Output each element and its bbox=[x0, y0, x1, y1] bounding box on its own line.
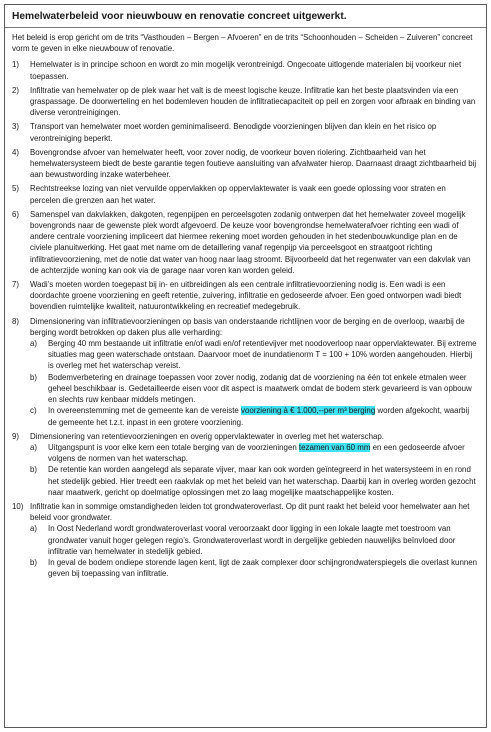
list-item bbox=[12, 501, 478, 579]
list-item bbox=[12, 316, 478, 428]
item-text: Berging 40 mm bestaande uit infiltratie en/of wadi en/of retentievijver met noodoverloop naar oppervlaktewater. Bij extreme situaties mag geen waterschade ontstaan. Daarvoor moet de inundatienorm T = 100 + 10% worden aangehouden. Hierbij is overleg met het waterschap vereist. bbox=[48, 339, 477, 371]
item-text: Wadi’s moeten worden toegepast bij in- en uitbreidingen als een centrale infiltratievoorziening nodig is. Een wadi is een doordachte groene voorziening en geeft retentie, zuivering, infiltratie en gedoseerde afvoer. Een goed ontworpen wadi biedt bovendien ruimtelijke kwaliteit, natuurontwikkeling en recreatief medegebruik. bbox=[30, 280, 462, 312]
item-body bbox=[30, 183, 478, 205]
title-divider bbox=[5, 27, 486, 28]
sub-item bbox=[30, 523, 478, 557]
item-text: Dimensionering van infiltratievoorzieningen op basis van onderstaande richtlijnen voor de berging en de overloop, waarbij de berging wordt betrokken op daken plus alle verharding: bbox=[30, 316, 465, 337]
list-item bbox=[12, 279, 478, 313]
sub-item-letter: a) bbox=[30, 339, 38, 349]
item-body bbox=[30, 431, 478, 498]
item-body bbox=[30, 209, 478, 276]
item-text: In geval de bodem ondiepe storende lagen kent, ligt de zaak complexer door schijngrondwaterspiegels die overlast kunnen geven bij toepassing van infiltratie. bbox=[48, 557, 477, 579]
list-item bbox=[12, 85, 478, 119]
item-number: 6) bbox=[12, 209, 20, 219]
sub-item-body bbox=[48, 372, 478, 406]
sub-item-body bbox=[48, 464, 478, 498]
sub-item-letter: c) bbox=[30, 406, 37, 416]
item-text: In overeenstemming met de gemeente kan de vereiste bbox=[48, 406, 241, 416]
item-text: In Oost Nederland wordt grondwateroverlast vooral veroorzaakt door ligging in een lokale laagte met toestroom van grondwater vanuit hoger gelegen regio’s. Grondwateroverlast wordt in dergelijke gebieden nauwelijks beïnvloed door infiltratie van hemelwater in stedelijk gebied. bbox=[48, 524, 456, 556]
item-number: 9) bbox=[12, 431, 20, 441]
item-text: Uitgangspunt is voor elke kern een totale berging van de voorzieningen bbox=[48, 442, 299, 452]
item-text: Infiltratie kan in sommige omstandigheden leiden tot grondwateroverlast. Op dit punt raakt het beleid voor hemelwater aan het beleid voor grondwater. bbox=[30, 501, 470, 523]
sub-item bbox=[30, 442, 478, 464]
sub-item-body bbox=[48, 523, 478, 557]
highlighted-text: tezamen van 60 mm bbox=[298, 442, 371, 452]
sub-item bbox=[30, 338, 478, 372]
highlighted-text: voorziening à € 1.000,--per m³ berging bbox=[241, 406, 376, 416]
item-text: Infiltratie van hemelwater op de plek waar het valt is de meest logische keuze. Infiltratie kan het beste plaatsvinden via een graspassage. De doorwerteling en het bodemleven houden de infiltratiecapaciteit op peil en zorgen voor afbraak en binding van diverse verontreinigingen. bbox=[30, 85, 476, 118]
sub-item-body bbox=[48, 557, 478, 579]
item-text: Samenspel van dakvlakken, dakgoten, regenpijpen en perceelsgoten zodanig ontwerpen dat het hemelwater zoveel mogelijk bovengronds naar de gewenste plek wordt afgevoerd. De keuze voor bovengrondse hemelwaterafvoer richting een wadi of andere centrale voorziening impliceert dat hiermee rekening moet worden gehouden in het stedenbouwkundige plan en de civiele planuitwerking. Het gaat met name om de detaillering vanaf regenpijp via perceelsgoot en straatgoot richting infiltratievoorziening, met de notie dat water van hoog naar laag stroomt. Bijvoorbeeld dat het regenwater van een dakvlak van de achterzijde woning kan ook via de garage naar voren kan worden geleid. bbox=[30, 209, 471, 275]
item-number: 4) bbox=[12, 147, 20, 157]
policy-list bbox=[12, 59, 478, 579]
item-text: Bodemverbetering en drainage toepassen voor zover nodig, zodanig dat de voorziening na één tot enkele etmalen weer geheel beschikbaar is. Gedetailleerde eisen voor dit aspect is maatwerk omdat de bodem sterk gevarieerd is van opbouw en slechts ruw kenbaar middels metingen. bbox=[48, 372, 472, 405]
item-body bbox=[30, 85, 478, 119]
item-text: en een gedoseerde afvoer volgens de normen van het waterschap. bbox=[48, 442, 465, 464]
item-text: Dimensionering van retentievoorzieningen en overig oppervlaktewater in overleg met het waterschap. bbox=[30, 431, 384, 441]
item-number: 2) bbox=[12, 85, 20, 95]
item-body bbox=[30, 316, 478, 428]
list-item bbox=[12, 431, 478, 498]
item-body bbox=[30, 59, 478, 81]
list-item bbox=[12, 209, 478, 276]
sub-item bbox=[30, 372, 478, 406]
sub-item-body bbox=[48, 338, 478, 372]
document-title: Hemelwaterbeleid voor nieuwbouw en renovatie concreet uitgewerkt. bbox=[12, 11, 347, 22]
sub-item-letter: b) bbox=[30, 465, 38, 475]
list-item bbox=[12, 59, 478, 81]
policy-box bbox=[4, 4, 487, 728]
sub-item-letter: b) bbox=[30, 557, 38, 567]
item-number: 1) bbox=[12, 60, 20, 70]
list-item bbox=[12, 147, 478, 181]
sub-item bbox=[30, 405, 478, 427]
item-text: Hemelwater is in principe schoon en wordt zo min mogelijk verontreinigd. Ongecoate uitlogende materialen bij voorkeur niet toepassen. bbox=[30, 60, 462, 81]
sub-item-letter: a) bbox=[30, 524, 38, 534]
item-number: 3) bbox=[12, 122, 20, 132]
item-text: De retentie kan worden aangelegd als separate vijver, maar kan ook worden geïntegreerd in het watersysteem in en rond het stedelijk gebied. Hier treedt een raakvlak op met het beleid van het waterschap. Daarbij kan in overleg worden gezocht naar maatwerk, gericht op doelmatige oplossingen met zo laag mogelijke maatschappelijke kosten. bbox=[48, 465, 476, 497]
list-item bbox=[12, 121, 478, 143]
item-number: 10) bbox=[12, 501, 24, 511]
item-number: 8) bbox=[12, 316, 20, 326]
item-body bbox=[30, 279, 478, 313]
sub-item bbox=[30, 464, 478, 498]
intro-paragraph: Het beleid is erop gericht om de trits “Vasthouden – Bergen – Afvoeren” en de trits “Schoonhouden – Scheiden – Zuiveren” concreet vorm te geven in elke nieuwbouw of renovatie. bbox=[12, 33, 473, 54]
item-text: Transport van hemelwater moet worden geminimaliseerd. Benodigde voorzieningen blijven dan klein en het risico op verontreiniging beperkt. bbox=[30, 122, 437, 143]
sub-item-body bbox=[48, 442, 478, 464]
item-body bbox=[30, 501, 478, 579]
sub-item-body bbox=[48, 405, 478, 427]
sub-item-letter: b) bbox=[30, 372, 38, 382]
item-number: 5) bbox=[12, 184, 20, 194]
item-text: Rechtstreekse lozing van niet vervuilde oppervlakken op oppervlaktewater is vaak een goede oplossing voor straten en percelen die grenzen aan het water. bbox=[30, 184, 446, 205]
item-number: 7) bbox=[12, 280, 20, 290]
sub-item bbox=[30, 557, 478, 579]
list-item bbox=[12, 183, 478, 205]
item-text: Bovengrondse afvoer van hemelwater heeft, voor zover nodig, de voorkeur boven riolering. Zichtbaarheid van het hemelwatersysteem biedt de beste garantie tegen foutieve aansluiting van afvalwater hierop. Daarnaast draagt zichtbaarheid bij aan bewustwording inzake waterbeheer. bbox=[30, 147, 477, 180]
item-body bbox=[30, 147, 478, 181]
sub-item-letter: a) bbox=[30, 442, 38, 452]
item-body bbox=[30, 121, 478, 143]
item-text: worden afgekocht, waarbij de gemeente het t.z.t. inpast in een grotere voorziening. bbox=[48, 406, 470, 427]
